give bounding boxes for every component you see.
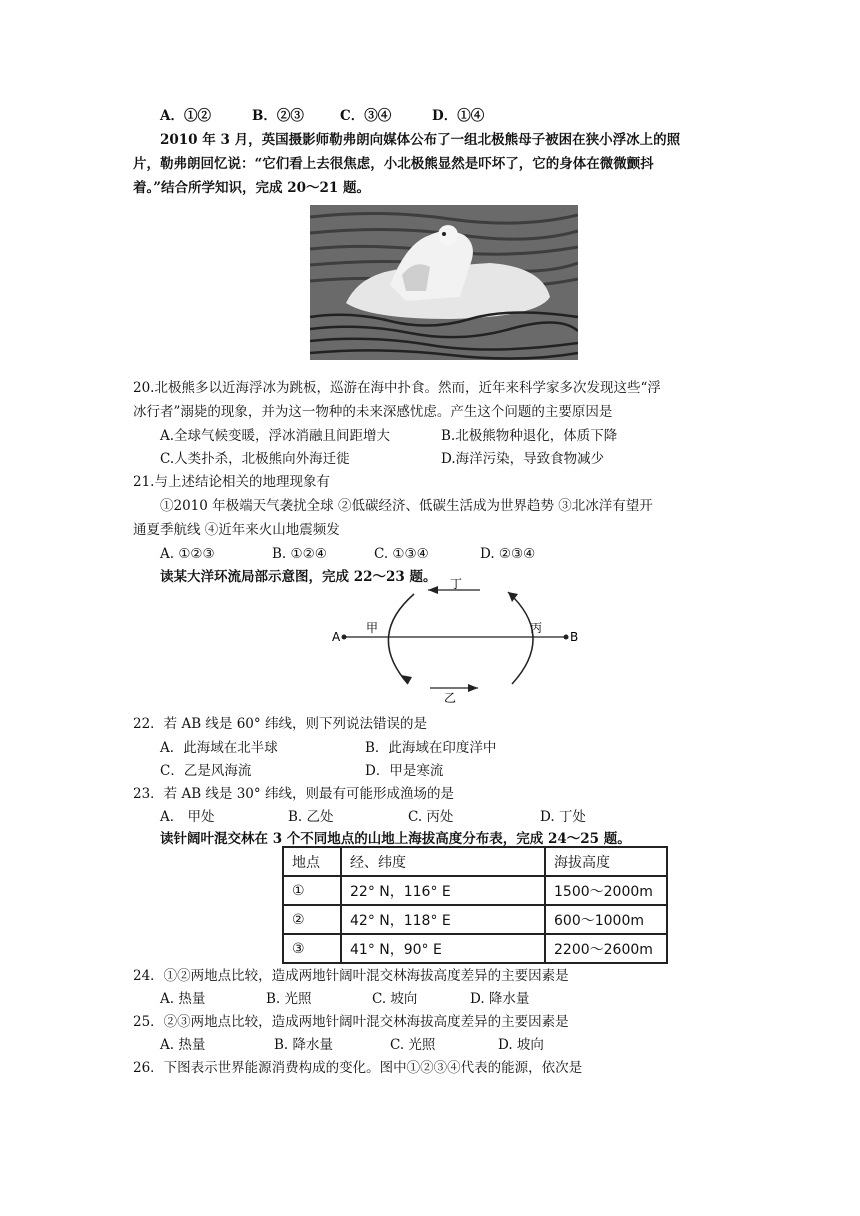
q23-option-d: D. 丁处 (540, 809, 586, 825)
q24-options (160, 989, 529, 1009)
q19-option-d: D．①④ (432, 108, 485, 124)
intro-20-21-line-2: 片，勒弗朗回忆说：“它们看上去很焦虑，小北极熊显然是吓坏了，它的身体在微微颤抖 (133, 156, 654, 172)
q23-option-a: A． 甲处 (160, 809, 215, 825)
q25-option-d: D. 坡向 (498, 1037, 544, 1053)
altitude-table (282, 846, 668, 964)
q21-option-a: A. ①②③ (160, 546, 215, 562)
q19-option-b: B．②③ (252, 108, 304, 124)
table-row (283, 905, 667, 934)
q24-stem: 24．①②两地点比较，造成两地针阔叶混交林海拔高度差异的主要因素是 (133, 968, 569, 984)
q23-option-c: C. 丙处 (408, 809, 454, 825)
label-ding: 丁 (450, 578, 463, 591)
q21-option-d: D. ②③④ (480, 546, 536, 562)
table-row (283, 876, 667, 905)
table-cell: 2200～2600m (545, 934, 667, 963)
table-cell: ③ (283, 934, 341, 963)
q21-options (160, 544, 535, 564)
q19-option-c: C．③④ (340, 108, 392, 124)
q20-option-a: A.全球气候变暖，浮冰消融且间距增大 (160, 428, 391, 444)
q22-option-d: D．甲是寒流 (365, 763, 444, 779)
table-cell: ② (283, 905, 341, 934)
q26-stem: 26．下图表示世界能源消费构成的变化。图中①②③④代表的能源，依次是 (133, 1060, 583, 1076)
q25-stem: 25．②③两地点比较，造成两地针阔叶混交林海拔高度差异的主要因素是 (133, 1014, 569, 1030)
ding-arrow-head (428, 586, 438, 594)
point-b (564, 635, 569, 640)
q25-option-a: A. 热量 (160, 1037, 206, 1053)
label-a: A (332, 630, 341, 644)
q23-option-b: B. 乙处 (288, 809, 334, 825)
intro-20-21-line-3: 着。”结合所学知识，完成 20～21 题。 (133, 180, 370, 196)
q22-option-a: A．此海域在北半球 (160, 740, 278, 756)
q21-option-b: B. ①②④ (272, 546, 327, 562)
q19-option-a: A．①② (160, 108, 211, 124)
q23-options (160, 807, 586, 827)
label-jia: 甲 (366, 621, 379, 635)
point-a (342, 635, 347, 640)
intro-22-23: 读某大洋环流局部示意图，完成 22～23 题。 (160, 569, 437, 585)
q22-option-b: B．此海域在印度洋中 (365, 740, 497, 756)
q25-options (160, 1035, 544, 1055)
table-cell: 1500～2000m (545, 876, 667, 905)
q24-option-a: A. 热量 (160, 991, 206, 1007)
left-current-arc (388, 594, 414, 684)
q20-option-d: D.海洋污染，导致食物减少 (441, 451, 605, 467)
intro-24-25: 读针阔叶混交林在 3 个不同地点的山地上海拔高度分布表，完成 24～25 题。 (160, 831, 631, 847)
q24-option-c: C. 坡向 (372, 991, 418, 1007)
q21-stem-line-3: 通夏季航线 ④近年来火山地震频发 (133, 522, 340, 538)
q20-stem-line-1: 20.北极熊多以近海浮冰为跳板，巡游在海中扑食。然而，近年来科学家多次发现这些“浮 (133, 380, 661, 396)
polar-bear-photo (310, 205, 578, 360)
table-header-cell: 地点 (283, 847, 341, 876)
table-header-cell: 海拔高度 (545, 847, 667, 876)
yi-arrow-head (468, 684, 478, 692)
right-current-arc (508, 592, 533, 684)
table-cell: 600～1000m (545, 905, 667, 934)
q22-stem: 22．若 AB 线是 60° 纬线，则下列说法错误的是 (133, 716, 427, 732)
table-row (283, 934, 667, 963)
q20-option-c: C.人类扑杀，北极熊向外海迁徙 (160, 451, 350, 467)
ocean-current-diagram (330, 578, 580, 710)
q21-stem-line-1: 21.与上述结论相关的地理现象有 (133, 474, 330, 490)
q21-option-c: C. ①③④ (374, 546, 429, 562)
table-header-cell: 经、纬度 (341, 847, 545, 876)
q25-option-c: C. 光照 (390, 1037, 436, 1053)
q24-option-d: D. 降水量 (470, 991, 530, 1007)
intro-20-21-line-1: 2010 年 3 月，英国摄影师勒弗朗向媒体公布了一组北极熊母子被困在狭小浮冰上的照 (160, 132, 681, 148)
q23-stem: 23．若 AB 线是 30° 纬线，则最有可能形成渔场的是 (133, 786, 454, 802)
q22-option-c: C．乙是风海流 (160, 763, 252, 779)
q24-option-b: B. 光照 (266, 991, 312, 1007)
label-bing: 丙 (530, 621, 543, 635)
table-cell: 42° N，118° E (341, 905, 545, 934)
q19-options (160, 106, 484, 126)
q20-option-b: B.北极熊物种退化，体质下降 (441, 428, 618, 444)
table-cell: 22° N，116° E (341, 876, 545, 905)
table-cell: ① (283, 876, 341, 905)
polar-bear-illustration (310, 205, 578, 360)
label-yi: 乙 (444, 691, 457, 705)
label-b: B (570, 630, 579, 644)
table-header-row (283, 847, 667, 876)
q21-stem-line-2: ①2010 年极端天气袭扰全球 ②低碳经济、低碳生活成为世界趋势 ③北冰洋有望开 (160, 498, 653, 514)
q25-option-b: B. 降水量 (274, 1037, 334, 1053)
q20-stem-line-2: 冰行者”溺毙的现象，并为这一物种的未来深感忧虑。产生这个问题的主要原因是 (133, 404, 613, 420)
table-cell: 41° N，90° E (341, 934, 545, 963)
